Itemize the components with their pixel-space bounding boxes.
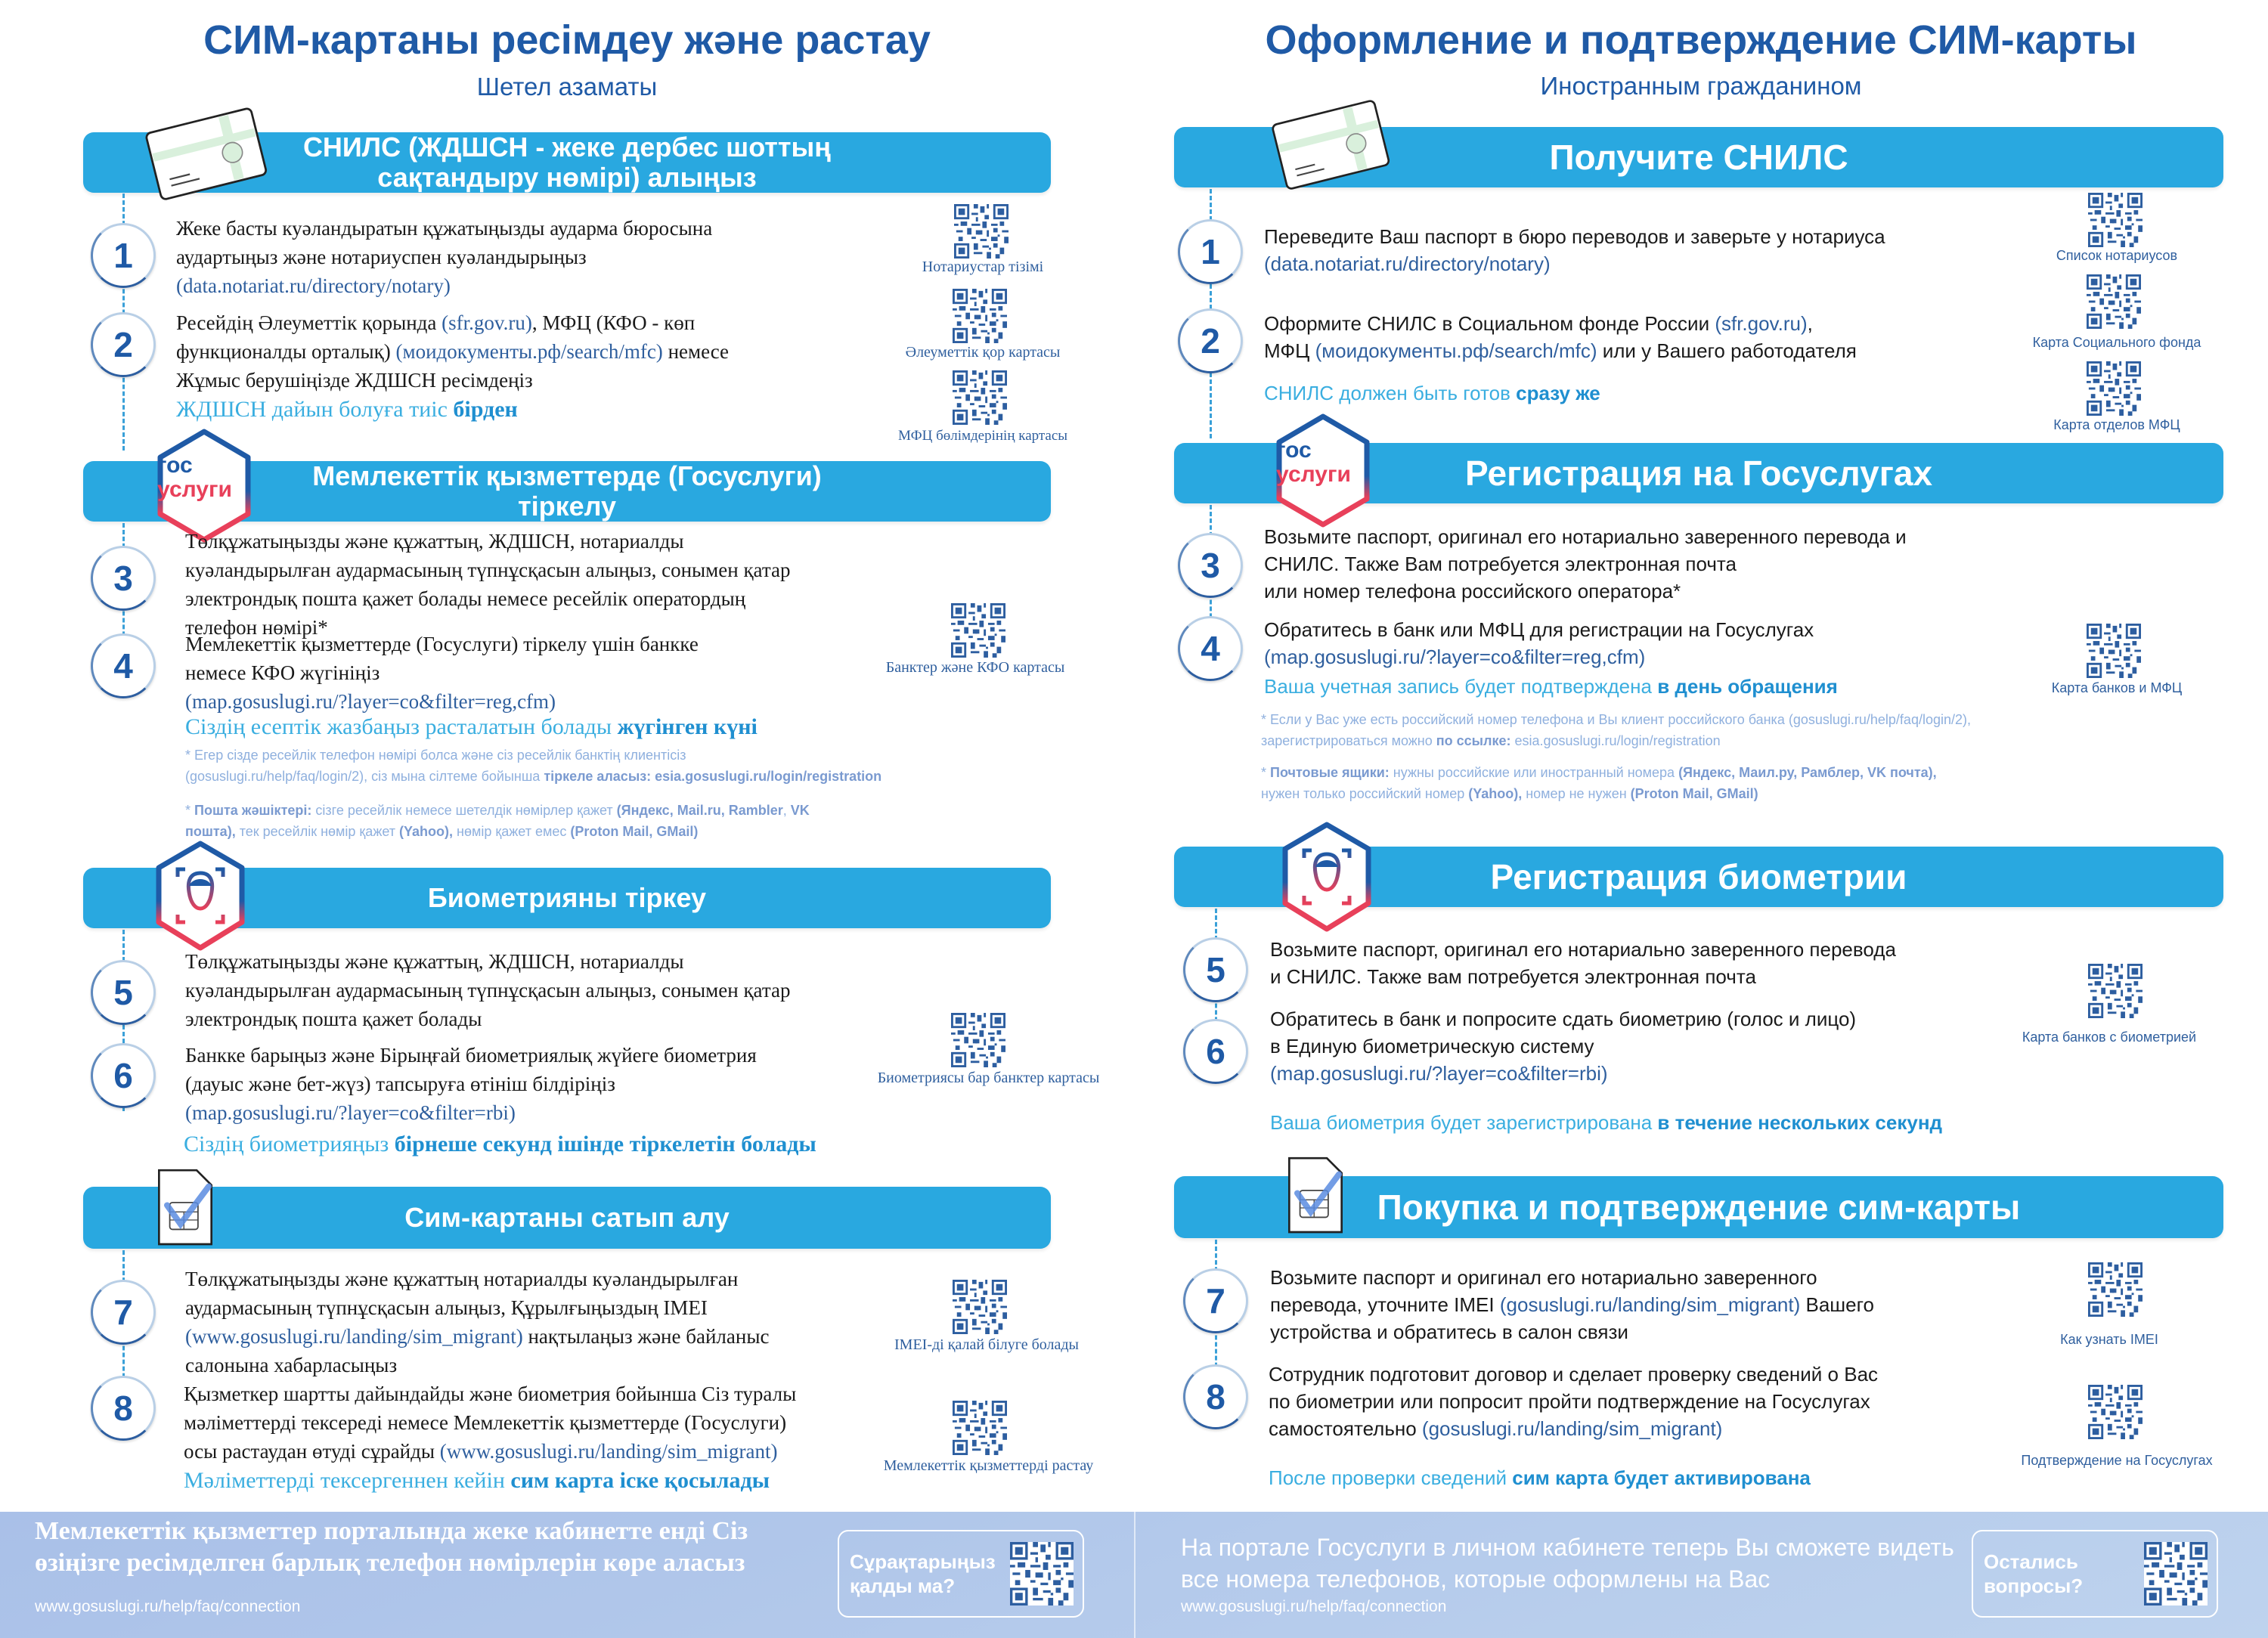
right-footnote-phone (1261, 709, 2206, 751)
left-footer-url[interactable]: www.gosuslugi.ru/help/faq/connection (35, 1598, 301, 1615)
left-step-1-text (176, 214, 894, 300)
right-step-2-badge: 2 (1178, 308, 1243, 373)
left-step-1-badge: 1 (91, 223, 156, 288)
sim-card-check-icon (1285, 1151, 1346, 1240)
right-section-sim-note (1269, 1466, 1811, 1490)
qr-label: Подтверждение на Госуслугах (2021, 1453, 2213, 1468)
footnote-bold: (Proton Mail, GMail) (1630, 786, 1758, 801)
right-step-6-line: Обратитесь в банк и попросите сдать биометрию (голос и лицо) (1270, 1008, 1857, 1030)
left-step-2-badge: 2 (91, 312, 156, 377)
questions-line: қалды ма? (850, 1575, 956, 1597)
right-step-2-text-b: , (1807, 312, 1813, 335)
left-step-2-text-c: функционалды орталық) (176, 340, 396, 363)
logo-text-top: гос (1276, 438, 1312, 463)
right-step-1-text (1264, 223, 2020, 277)
qr-label: Әлеуметтік қор картасы (905, 344, 1061, 361)
biometry-face-icon (151, 839, 249, 952)
footnote-star: * (185, 803, 195, 818)
sim-migrant-link[interactable]: (www.gosuslugi.ru/landing/sim_migrant) (185, 1325, 523, 1348)
right-step-7-badge: 7 (1183, 1268, 1248, 1333)
left-footnote-phone (185, 745, 1055, 787)
left-footer-message (35, 1516, 829, 1579)
qr-code-icon[interactable] (953, 1401, 1007, 1455)
questions-line: Сұрақтарыңыз (850, 1550, 996, 1573)
left-step-3-badge: 3 (91, 546, 156, 611)
left-step-4-line: немесе КФО жүгініңіз (185, 661, 380, 684)
qr-code-icon[interactable] (2088, 1385, 2143, 1439)
left-step-7-text (185, 1265, 926, 1379)
footer-divider (1134, 1512, 1136, 1638)
right-step-7-text (1270, 1264, 2026, 1345)
qr-code-icon[interactable] (2088, 193, 2143, 247)
left-section-sim-header (83, 1187, 1051, 1249)
left-step-2-text-b: , МФЦ (КФО - көп (531, 311, 696, 334)
qr-label: Нотариустар тізімі (922, 259, 1044, 275)
footnote-bold: (Яндекс, Mail.ru, Rambler (616, 803, 783, 818)
footnote-bold: (Yahoo), (1468, 786, 1523, 801)
right-section-gosuslugi-title: Регистрация на Госуслугах (1464, 453, 1933, 493)
qr-code-icon[interactable] (1010, 1542, 1074, 1605)
left-section-snils-title-line1: СНИЛС (ЖДШСН - жеке дербес шоттың (302, 132, 832, 163)
qr-code-icon[interactable] (953, 289, 1007, 343)
map-reg-link[interactable]: (map.gosuslugi.ru/?layer=co&filter=reg,cfm) (185, 690, 556, 713)
left-questions-box[interactable] (838, 1530, 1084, 1618)
right-step-3-badge: 3 (1178, 533, 1243, 598)
footnote-bold: по ссылке: (1436, 733, 1515, 748)
right-page-title: Оформление и подтверждение СИМ-карты (1265, 17, 2137, 63)
note-plain: СНИЛС должен быть готов (1264, 382, 1517, 404)
qr-label: Мемлекеттік қызметтерді растау (883, 1457, 1094, 1474)
left-step-7-badge: 7 (91, 1280, 156, 1345)
snils-card-icon (1270, 97, 1391, 191)
left-step-6-badge: 6 (91, 1043, 156, 1108)
right-step-5-text (1270, 936, 2026, 990)
footnote-text: нужен только российский номер (1261, 786, 1469, 801)
right-step-8-line: Сотрудник подготовит договор и сделает проверку сведений о Вас (1269, 1363, 1879, 1386)
left-section-gosuslugi-note (185, 714, 758, 740)
footer-line: Мемлекеттік қызметтер порталында жеке кабинетте енді Сіз (35, 1517, 748, 1545)
left-step-3-line: электрондық пошта қажет болады немесе ресейлік оператордың (185, 587, 746, 610)
left-step-3-text (185, 527, 926, 642)
right-step-4-badge: 4 (1178, 616, 1243, 681)
left-step-7-line: аудармасының түпнұсқасын алыңыз, Құрылғыңыздың IMEI (185, 1296, 708, 1319)
footnote-bold: (Proton Mail, GMail) (570, 824, 699, 839)
left-section-snils-note (176, 397, 518, 423)
note-bold: бірден (453, 397, 518, 422)
footnote-bold: Почтовые ящики: (1270, 765, 1390, 780)
right-section-biometry-title: Регистрация биометрии (1490, 856, 1907, 896)
qr-label: Карта отделов МФЦ (2053, 417, 2180, 432)
right-step-3-line: или номер телефона российского оператора* (1264, 580, 1681, 602)
left-step-6-line: Банкке барыңыз және Бірыңғай биометриялық жүйеге биометрия (185, 1044, 757, 1067)
logo-text-top: гос (157, 453, 193, 478)
left-step-1-line: Жеке басты куәландыратын құжатыңызды аударма бюросына (176, 217, 713, 240)
left-step-4-line: Мемлекеттік қызметтерде (Госуслуги) тіркелу үшін банкке (185, 633, 699, 655)
right-step-2-text-d: или у Вашего работодателя (1597, 339, 1857, 362)
footnote-text: нөмір қажет емес (453, 824, 571, 839)
left-step-5-line: куәландырылған аудармасының түпнұсқасын алыңыз, сонымен қатар (185, 979, 791, 1002)
notary-directory-link[interactable]: (data.notariat.ru/directory/notary) (1264, 252, 1551, 275)
right-step-5-badge: 5 (1183, 937, 1248, 1002)
footer-line: өзіңізге ресімделген барлық телефон нөмірлерін көре аласыз (35, 1549, 745, 1577)
qr-code-icon[interactable] (2087, 624, 2141, 678)
right-step-7-line: устройства и обратитесь в салон связи (1270, 1321, 1628, 1343)
footnote-bold: (Yahoo), (399, 824, 454, 839)
right-step-8-badge: 8 (1183, 1364, 1248, 1429)
right-questions-box[interactable] (1972, 1530, 2218, 1618)
footnote-text: нужны российские или иностранный номера (1389, 765, 1679, 780)
sim-migrant-link[interactable]: (gosuslugi.ru/landing/sim_migrant) (1499, 1293, 1801, 1316)
left-section-gosuslugi-title-line1: Мемлекеттік қызметтерде (Госуслуги) (312, 460, 822, 492)
note-bold: в день обращения (1657, 675, 1838, 698)
right-section-snils-note (1264, 382, 1600, 405)
qr-label: Биометриясы бар банктер картасы (877, 1070, 1100, 1086)
qr-code-icon[interactable] (953, 370, 1007, 425)
map-reg-link[interactable]: (map.gosuslugi.ru/?layer=co&filter=reg,cfm) (1264, 646, 1646, 668)
right-step-4-text (1264, 616, 2020, 670)
left-section-gosuslugi-title-line2: тіркелу (517, 491, 617, 522)
note-bold: в течение нескольких секунд (1657, 1111, 1943, 1134)
left-step-7-line: Төлқұжатыңызды және құжаттың нотариалды куәландырылған (185, 1268, 739, 1290)
left-step-8-text (184, 1379, 940, 1466)
note-plain: Сіздің есептік жазбаңыз расталатын болады (185, 714, 618, 739)
left-page-title: СИМ-картаны ресімдеу және растау (203, 17, 931, 63)
note-bold: сразу же (1516, 382, 1600, 404)
footnote-text: зарегистрироваться можно (1261, 733, 1436, 748)
qr-code-icon[interactable] (951, 603, 1005, 658)
snils-card-icon (144, 106, 268, 200)
footnote-bold: (Яндекс, Маил.ру, Рамблер, VK почта), (1678, 765, 1937, 780)
right-step-7-line: перевода, уточните IMEI (1270, 1293, 1500, 1316)
footnote-text: сізге ресейлік немесе шетелдік нөмірлер қажет (311, 803, 617, 818)
esia-registration-link[interactable]: esia.gosuslugi.ru/login/registration (1514, 733, 1721, 748)
right-footer-url[interactable]: www.gosuslugi.ru/help/faq/connection (1181, 1598, 1447, 1615)
left-section-snils-title-line2: сақтандыру нөмірі) алыңыз (377, 162, 757, 193)
qr-code-icon[interactable] (2088, 964, 2143, 1018)
sim-migrant-link[interactable]: (gosuslugi.ru/landing/sim_migrant) (1421, 1417, 1723, 1440)
right-step-5-line: и СНИЛС. Также вам потребуется электронная почта (1270, 965, 1756, 988)
right-step-3-line: Возьмите паспорт, оригинал его нотариально заверенного перевода и (1264, 525, 1907, 548)
questions-line: вопросы? (1984, 1575, 2084, 1597)
left-step-6-text (185, 1041, 926, 1127)
left-step-7-line: салонына хабарласыңыз (185, 1354, 398, 1376)
left-step-5-line: электрондық пошта қажет болады (185, 1008, 482, 1030)
qr-code-icon[interactable] (951, 1013, 1005, 1067)
footnote-bold: Пошта жәшіктері: (194, 803, 312, 818)
left-section-sim-note (184, 1468, 770, 1494)
left-step-5-text (185, 947, 926, 1033)
qr-code-icon[interactable] (2088, 1262, 2143, 1317)
footnote-text: тек ресейлік нөмір қажет (235, 824, 400, 839)
right-step-4-line: Обратитесь в банк или МФЦ для регистрации на Госуслугах (1264, 618, 1814, 641)
map-rbi-link[interactable]: (map.gosuslugi.ru/?layer=co&filter=rbi) (1270, 1062, 1608, 1085)
qr-code-icon[interactable] (954, 204, 1009, 259)
right-step-6-line: в Единую биометрическую систему (1270, 1035, 1594, 1057)
left-step-5-badge: 5 (91, 960, 156, 1025)
left-step-2-text (176, 308, 894, 395)
qr-label: Карта банков с биометрией (2022, 1030, 2197, 1045)
left-step-7-line: нақтылаңыз және байланыс (522, 1325, 770, 1348)
footer-line: все номера телефонов, которые оформлены на Вас (1181, 1565, 1771, 1593)
esia-registration-link[interactable]: тіркеле аласыз: esia.gosuslugi.ru/login/registration (544, 769, 882, 784)
sim-migrant-link[interactable]: (www.gosuslugi.ru/landing/sim_migrant) (439, 1440, 778, 1463)
qr-label: Карта банков и МФЦ (2051, 680, 2183, 695)
footnote-line: * Егер сізде ресейлік телефон нөмірі болса және сіз ресейлік банктің клиентісіз (185, 748, 686, 763)
note-plain: Ваша биометрия будет зарегистрирована (1270, 1111, 1658, 1134)
right-footnote-mail (1261, 762, 2206, 804)
qr-label: IMEI-ді қалай білуге болады (894, 1336, 1079, 1353)
right-step-7-line: Вашего (1800, 1293, 1874, 1316)
note-plain: Сіздің биометрияңыз (184, 1132, 395, 1157)
left-step-8-line: осы растаудан өтуді сұрайды (184, 1440, 440, 1463)
qr-label: Список нотариусов (2056, 248, 2178, 263)
left-step-2-text-e: Жұмыс берушіңізде ЖДШСН ресімдеңіз (176, 369, 533, 392)
right-section-biometry-note (1270, 1111, 1942, 1135)
note-plain: Мәліметтерді тексергеннен кейін (184, 1468, 511, 1493)
right-step-3-line: СНИЛС. Также Вам потребуется электронная почта (1264, 553, 1737, 575)
mfc-search-link[interactable]: (моидокументы.рф/search/mfc) (395, 340, 663, 363)
footer-line: На портале Госуслуги в личном кабинете теперь Вы сможете видеть (1181, 1534, 1954, 1561)
right-step-8-line: самостоятельно (1269, 1417, 1422, 1440)
notary-directory-link[interactable]: (data.notariat.ru/directory/notary) (176, 274, 451, 297)
right-step-6-badge: 6 (1183, 1019, 1248, 1084)
left-step-3-line: куәландырылған аудармасының түпнұсқасын алыңыз, сонымен қатар (185, 559, 791, 581)
note-plain: Ваша учетная запись будет подтверждена (1264, 675, 1658, 698)
left-step-2-text-a: Ресейдің Әлеуметтік қорында (176, 311, 442, 334)
left-step-3-line: Төлқұжатыңызды және құжаттың, ЖДШСН, нотариалды (185, 530, 684, 553)
left-step-5-line: Төлқұжатыңызды және құжаттың, ЖДШСН, нотариалды (185, 950, 684, 973)
note-bold: сим карта іске қосылады (510, 1468, 770, 1493)
left-step-2-text-d: немесе (662, 340, 730, 363)
biometry-face-icon (1278, 820, 1376, 934)
left-step-4-text (185, 630, 926, 716)
questions-label (1984, 1550, 2083, 1598)
note-plain: После проверки сведений (1269, 1466, 1513, 1489)
footnote-star: * (1261, 765, 1271, 780)
footnote-text: номер не нужен (1522, 786, 1631, 801)
footnote-line: * Если у Вас уже есть российский номер телефона и Вы клиент российского банка (gosuslugi.ru/help/faq/login/2), (1261, 712, 1971, 727)
right-section-gosuslugi-note (1264, 675, 1838, 698)
right-footer-message (1181, 1531, 1975, 1595)
left-step-8-line: мәліметтерді тексереді немесе Мемлекеттік қызметтерде (Госуслуги) (184, 1411, 787, 1434)
sim-card-check-icon (155, 1164, 215, 1252)
right-step-2-text-a: Оформите СНИЛС в Социальном фонде России (1264, 312, 1715, 335)
right-step-6-text (1270, 1005, 2026, 1087)
left-step-1-line: аудартыңыз және нотариуспен куәландырыңыз (176, 246, 587, 268)
logo-text-bottom: услуги (157, 477, 232, 502)
qr-code-icon[interactable] (2144, 1542, 2208, 1605)
qr-code-icon[interactable] (953, 1280, 1007, 1334)
note-plain: ЖДШСН дайын болуға тиіс (176, 397, 454, 422)
qr-code-icon[interactable] (2087, 274, 2141, 329)
left-section-sim-title: Сим-картаны сатып алу (404, 1202, 730, 1234)
right-step-5-line: Возьмите паспорт, оригинал его нотариально заверенного перевода (1270, 938, 1896, 961)
right-step-1-badge: 1 (1178, 219, 1243, 284)
footnote-bold: VK (790, 803, 810, 818)
right-step-8-line: по биометрии или попросит пройти подтверждение на Госуслугах (1269, 1390, 1870, 1413)
questions-label (850, 1550, 996, 1598)
right-step-1-line: Переведите Ваш паспорт в бюро переводов и заверьте у нотариуса (1264, 225, 1885, 248)
left-footnote-mail (185, 800, 1055, 842)
mfc-search-link[interactable]: (моидокументы.рф/search/mfc) (1315, 339, 1597, 362)
footnote-line: (gosuslugi.ru/help/faq/login/2), сіз мына сілтеме бойынша (185, 769, 544, 784)
left-step-6-line: (дауыс және бет-жүз) тапсыруға өтініш білдіріңіз (185, 1073, 615, 1095)
right-step-2-text-c: МФЦ (1264, 339, 1315, 362)
right-step-2-text (1264, 310, 2020, 364)
logo-text-bottom: услуги (1276, 462, 1351, 487)
sfr-link[interactable]: (sfr.gov.ru) (442, 311, 532, 334)
right-section-sim-title: Покупка и подтверждение сим-карты (1377, 1187, 2021, 1227)
note-bold: сим карта будет активирована (1512, 1466, 1811, 1489)
left-page-subtitle: Шетел азаматы (476, 73, 658, 101)
left-step-8-line: Қызметкер шартты дайындайды және биометрия бойынша Сіз туралы (184, 1383, 797, 1405)
right-section-snils-title: Получите СНИЛС (1549, 137, 1848, 177)
note-bold: жүгінген күні (617, 714, 758, 739)
left-section-biometry-title: Биометрияны тіркеу (427, 882, 707, 914)
sfr-link[interactable]: (sfr.gov.ru) (1715, 312, 1808, 335)
left-step-8-badge: 8 (91, 1376, 156, 1441)
right-step-8-text (1269, 1361, 2025, 1442)
left-step-3-line: телефон нөмірі* (185, 616, 328, 639)
qr-code-icon[interactable] (2087, 361, 2141, 416)
qr-label: Банктер және КФО картасы (885, 659, 1065, 676)
right-step-3-text (1264, 523, 2020, 605)
qr-label: МФЦ бөлімдерінің картасы (897, 428, 1068, 444)
questions-line: Остались (1984, 1550, 2078, 1573)
gosuslugi-logo-icon (1270, 412, 1376, 529)
qr-label: Как узнать IMEI (2060, 1332, 2158, 1347)
right-page-subtitle: Иностранным гражданином (1540, 72, 1862, 100)
qr-label: Карта Социального фонда (2032, 335, 2201, 350)
footnote-bold: пошта), (185, 824, 236, 839)
note-bold: бірнеше секунд ішінде тіркелетін болады (394, 1132, 816, 1157)
map-rbi-link[interactable]: (map.gosuslugi.ru/?layer=co&filter=rbi) (185, 1101, 516, 1124)
left-section-biometry-note (184, 1132, 816, 1157)
right-step-7-line: Возьмите паспорт и оригинал его нотариально заверенного (1270, 1266, 1817, 1289)
footnote-text: , (782, 803, 791, 818)
left-step-4-badge: 4 (91, 633, 156, 698)
